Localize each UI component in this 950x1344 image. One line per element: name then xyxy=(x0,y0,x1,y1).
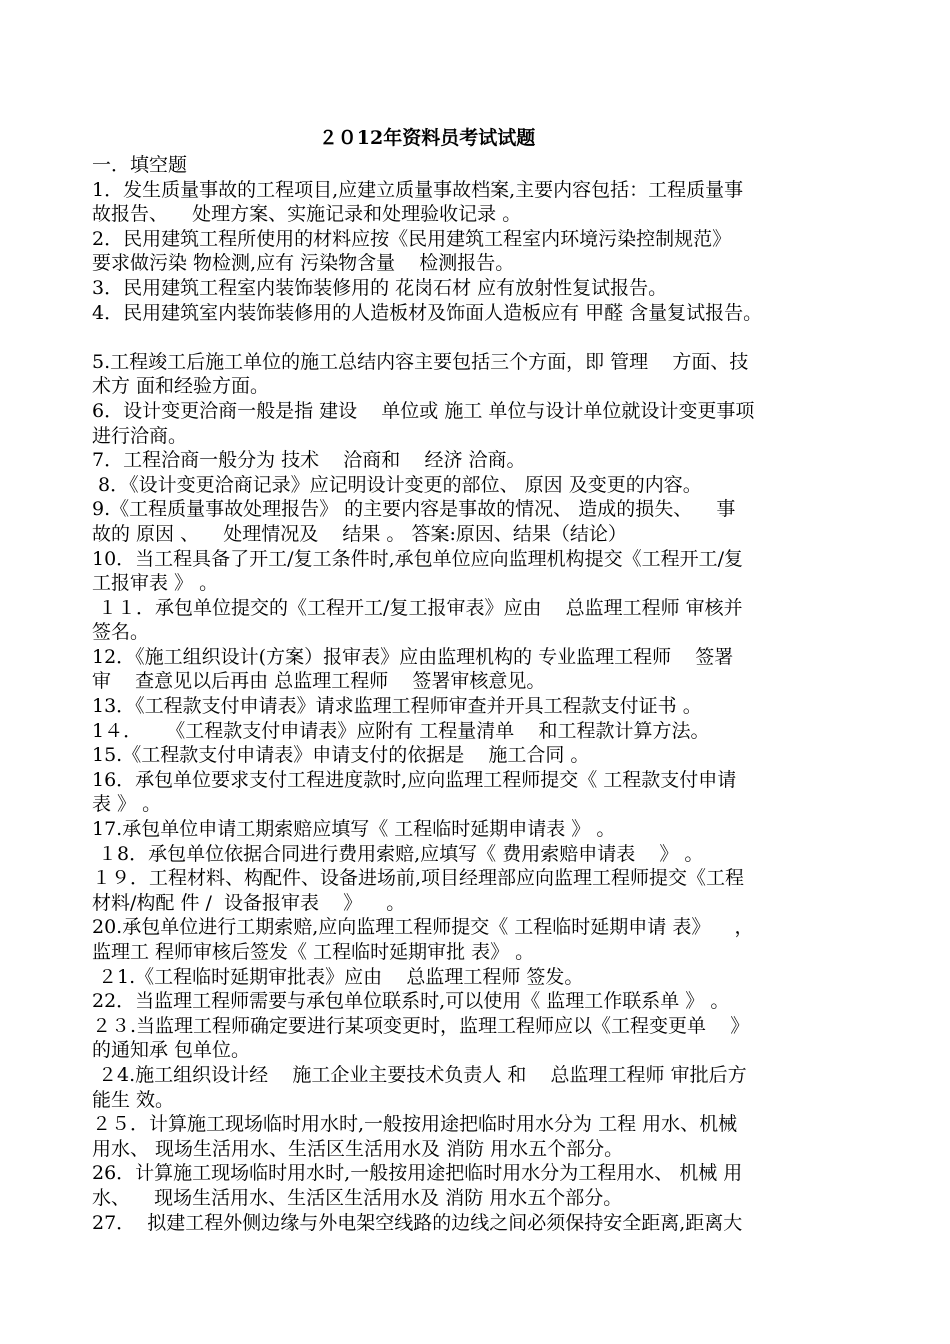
text-line: 1．发生质量事故的工程项目,应建立质量事故档案,主要内容包括：工程质量事 xyxy=(92,178,744,201)
section-heading: 一．填空题 xyxy=(92,154,188,176)
text-line: 8．《设计变更洽商记录》应记明设计变更的部位、 原因 及变更的内容。 xyxy=(92,473,702,496)
text-line: １９．工程材料、构配件、设备进场前,项目经理部应向监理工程师提交《工程 xyxy=(92,867,745,890)
text-line: 17.承包单位申请工期索赔应填写《 工程临时延期申请表 》 。 xyxy=(92,818,616,841)
text-line: 5.工程竣工后施工单位的施工总结内容主要包括三个方面，即 管理 方面、技 xyxy=(92,350,749,373)
text-line: ２4.施工组织设计经 施工企业主要技术负责人 和 总监理工程师 审批后方 xyxy=(92,1063,747,1086)
text-line: 2．民用建筑工程所使用的材料应按《民用建筑工程室内环境污染控制规范》 xyxy=(92,227,732,250)
text-line: 13．《工程款支付申请表》请求监理工程师审查并开具工程款支付证书 。 xyxy=(92,695,702,718)
text-line: 7．工程洽商一般分为 技术 洽商和 经济 洽商。 xyxy=(92,449,526,472)
text-line: ２1.《工程临时延期审批表》应由 总监理工程师 签发。 xyxy=(92,965,584,988)
text-line: 进行洽商。 xyxy=(92,424,188,447)
text-line: １8．承包单位依据合同进行费用索赔,应填写《 费用索赔申请表 》 。 xyxy=(92,842,704,865)
text-line: 用水、 现场生活用水、生活区生活用水及 消防 用水五个部分。 xyxy=(92,1137,624,1160)
text-line: 6．设计变更洽商一般是指 建设 单位或 施工 单位与设计单位就设计变更事项 xyxy=(92,399,755,422)
text-line: 12．《施工组织设计(方案）报审表》应由监理机构的 专业监理工程师 签署 xyxy=(92,645,734,668)
text-line: 故的 原因 、 处理情况及 结果 。 答案:原因、结果（结论） xyxy=(92,522,627,545)
text-line: 26．计算施工现场临时用水时,一般按用途把临时用水分为工程用水、 机械 用 xyxy=(92,1162,743,1185)
text-line: 工报审表 》 。 xyxy=(92,572,219,595)
text-line: 的通知承 包单位。 xyxy=(92,1039,251,1062)
text-line: 审 查意见以后再由 总监理工程师 签署审核意见。 xyxy=(92,670,546,693)
text-line: ２３.当监理工程师确定要进行某项变更时，监理工程师应以《工程变更单 》 xyxy=(92,1014,750,1037)
blank-line xyxy=(92,325,872,350)
text-line: 27． 拟建工程外侧边缘与外电架空线路的边线之间必须保持安全距离,距离大 xyxy=(92,1211,743,1234)
text-line: 15.《工程款支付申请表》申请支付的依据是 施工合同 。 xyxy=(92,744,590,767)
text-line: １１．承包单位提交的《工程开工/复工报审表》应由 总监理工程师 审核并 xyxy=(92,596,743,619)
text-line: ２５．计算施工现场临时用水时,一般按用途把临时用水分为 工程 用水、机械 xyxy=(92,1113,738,1136)
text-line: 术方 面和经验方面。 xyxy=(92,375,270,398)
text-line: 能生 效。 xyxy=(92,1088,175,1111)
text-line: 表 》 。 xyxy=(92,793,162,816)
text-line: 1４． 《工程款支付申请表》应附有 工程量清单 和工程款计算方法。 xyxy=(92,719,710,742)
text-line: 9.《工程质量事故处理报告》 的主要内容是事故的情况、 造成的损失、 事 xyxy=(92,498,736,521)
text-line: 20.承包单位进行工期索赔,应向监理工程师提交《 工程临时延期申请 表》 ， xyxy=(92,916,754,939)
text-line: 监理工 程师审核后签发《 工程临时延期审批 表》 。 xyxy=(92,941,535,963)
document-title: ２０12年资料员考试试题 xyxy=(318,127,536,149)
document-page xyxy=(92,126,872,1235)
text-line: 要求做污染 物检测,应有 污染物含量 检测报告。 xyxy=(92,252,515,275)
text-line: 签名。 xyxy=(92,621,150,644)
text-line: 22．当监理工程师需要与承包单位联系时,可以使用《 监理工作联系单 》 。 xyxy=(92,990,730,1013)
text-line: 3．民用建筑工程室内装饰装修用的 花岗石材 应有放射性复试报告。 xyxy=(92,276,668,299)
text-line: 10．当工程具备了开工/复工条件时,承包单位应向监理机构提交《工程开工/复 xyxy=(92,547,744,570)
text-line: 材料/构配 件 / 设备报审表 》 。 xyxy=(92,891,406,914)
text-line: 4．民用建筑室内装饰装修用的人造板材及饰面人造板应有 甲醛 含量复试报告。 xyxy=(92,301,763,324)
text-line: 故报告、 处理方案、实施记录和处理验收记录 。 xyxy=(92,203,522,226)
text-line: 水、 现场生活用水、生活区生活用水及 消防 用水五个部分。 xyxy=(92,1186,623,1209)
text-line: 16．承包单位要求支付工程进度款时,应向监理工程师提交《 工程款支付申请 xyxy=(92,768,737,791)
document-body xyxy=(92,178,872,1236)
